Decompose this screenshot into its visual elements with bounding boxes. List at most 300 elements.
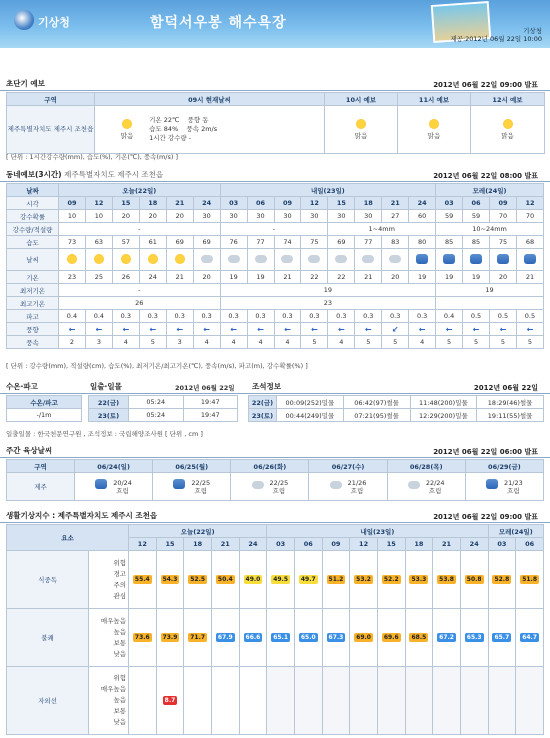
wind-speed-cell: 4	[274, 336, 301, 349]
weekly-day	[387, 473, 465, 501]
food-cell	[350, 551, 378, 609]
discomfort-cell	[211, 609, 239, 667]
col-header: 06/24(일)	[75, 460, 153, 473]
sun-title: 일출·일몰	[90, 382, 122, 391]
time-cell: 21	[211, 538, 239, 551]
precip-cell: -	[220, 223, 328, 236]
discomfort-cell	[322, 609, 350, 667]
level-label: 위험	[113, 558, 126, 567]
arrow-left-icon: ←	[445, 324, 453, 334]
life-subtitle: 제주특별자치도 제주시 조천읍	[57, 511, 158, 520]
uv-cell	[377, 667, 405, 735]
sun-cloud-icon	[121, 254, 131, 264]
wind-speed-cell: 4	[112, 336, 139, 349]
discomfort-value: 73.9	[162, 634, 178, 641]
sunrise: 05:24	[129, 396, 184, 409]
weather-cell	[301, 249, 328, 271]
weekly-text	[113, 479, 132, 495]
wave-cell: 0.3	[328, 310, 355, 323]
discomfort-value: 65.3	[466, 634, 482, 641]
humidity-cell: 75	[301, 236, 328, 249]
wind-speed-cell: 5	[436, 336, 463, 349]
rain-value: -	[188, 134, 192, 142]
col-header: 06/25(월)	[153, 460, 231, 473]
rain-label: 1시간 강수량	[149, 134, 187, 142]
food-value: 49.7	[300, 576, 316, 583]
wind-speed-cell: 5	[301, 336, 328, 349]
time-cell: 15	[328, 197, 355, 210]
time-cell: 09	[274, 197, 301, 210]
time-cell: 09	[322, 538, 350, 551]
level-label: 관심	[113, 591, 126, 600]
forecast-label: 맑음	[427, 132, 441, 140]
row-label: 날짜	[7, 184, 59, 197]
weather-cell	[274, 249, 301, 271]
time-cell: 12	[350, 538, 378, 551]
level-label: 보통	[113, 638, 126, 647]
row-label: 풍향	[7, 323, 59, 336]
wind-speed-cell: 5	[139, 336, 166, 349]
sunset: 19:47	[183, 409, 238, 422]
dong-title-text: 동네예보(3시간)	[6, 170, 62, 179]
uv-cell	[350, 667, 378, 735]
rain-icon	[497, 254, 509, 264]
temp-cell: 21	[274, 271, 301, 284]
temp-cell: 19	[436, 271, 463, 284]
wave-cell: 0.3	[220, 310, 247, 323]
temp-cell: 19	[247, 271, 274, 284]
forecast-cell	[398, 106, 471, 154]
issued-time: 제공:2012년 06월 22일 10:00	[450, 35, 542, 43]
wind-dir-cell	[247, 323, 274, 336]
level-label: 매우높음	[100, 685, 126, 693]
level-label: 높음	[113, 696, 126, 704]
forecast-label: 맑음	[501, 132, 514, 140]
discomfort-value: 67.3	[328, 634, 344, 641]
weather-cell	[112, 249, 139, 271]
cloud-icon	[281, 255, 293, 263]
wave-cell: 0.3	[409, 310, 436, 323]
wave-cell: 0.5	[490, 310, 517, 323]
discomfort-cell	[239, 609, 267, 667]
pop-cell: 59	[436, 210, 463, 223]
cloud-icon	[228, 255, 240, 263]
divider	[0, 393, 550, 394]
weekly-text	[426, 479, 445, 495]
temp-cell: 22	[328, 271, 355, 284]
weekly-text	[348, 479, 367, 495]
time-cell: 15	[156, 538, 184, 551]
wave-cell: 0.3	[193, 310, 220, 323]
time-cell: 12	[129, 538, 157, 551]
wave-cell: 0.3	[166, 310, 193, 323]
humidity-cell: 69	[193, 236, 220, 249]
humidity-cell: 85	[436, 236, 463, 249]
level-label: 위험	[113, 674, 126, 682]
uv-cell	[294, 667, 322, 735]
tide-title: 조석정보	[252, 382, 281, 391]
dong-stamp: 2012년 06월 22일 08:00 발표	[433, 172, 538, 180]
weather-cell	[490, 249, 517, 271]
humidity-value: 84%	[163, 125, 179, 133]
day-header: 내일(23일)	[220, 184, 436, 197]
arrow-left-icon: ←	[364, 324, 372, 334]
food-cell	[156, 551, 184, 609]
sun-icon	[429, 119, 439, 129]
wave-table	[6, 395, 82, 422]
time-cell: 21	[382, 197, 409, 210]
sun-cloud-icon	[94, 254, 104, 264]
weekly-day	[75, 473, 153, 501]
life-section-title: 생활기상지수 : 제주특별자치도 제주시 조천읍	[6, 511, 158, 520]
temp-value: 22℃	[163, 116, 180, 124]
discomfort-value: 73.6	[134, 634, 150, 641]
arrow-left-icon: ←	[311, 324, 318, 334]
weather-cell	[193, 249, 220, 271]
discomfort-value: 69.6	[383, 634, 399, 641]
wind-dir-cell	[463, 323, 490, 336]
food-value: 51.2	[328, 576, 344, 583]
cloud-icon	[255, 255, 267, 263]
food-value: 49.0	[245, 576, 261, 583]
current-weather-label: 맑음	[120, 132, 134, 140]
time-cell: 15	[112, 197, 139, 210]
day-header: 오늘(22일)	[59, 184, 221, 197]
arrow-left-icon: ←	[337, 324, 345, 334]
sun-cloud-icon	[148, 254, 158, 264]
row-label: 강수확률	[7, 210, 59, 223]
row-label: 풍속	[7, 336, 59, 349]
weekly-desc: 흐림	[507, 486, 520, 495]
wind-speed-label: 풍속	[186, 125, 199, 133]
time-cell: 24	[193, 197, 220, 210]
wind-speed-cell: 4	[247, 336, 274, 349]
cloud-icon	[335, 255, 347, 263]
time-cell: 09	[59, 197, 86, 210]
wind-speed-cell: 5	[463, 336, 490, 349]
weekly-day	[231, 473, 309, 501]
discomfort-levels	[89, 609, 129, 667]
life-title-text: 생활기상지수	[6, 511, 50, 520]
temp-cell: 22	[301, 271, 328, 284]
tide-day: 22(금)	[249, 396, 277, 409]
time-cell: 06	[247, 197, 274, 210]
precip-cell: 1~4mm	[328, 223, 436, 236]
humidity-cell: 63	[85, 236, 112, 249]
humidity-cell: 75	[490, 236, 517, 249]
time-cell: 03	[220, 197, 247, 210]
temp-cell: 19	[220, 271, 247, 284]
uv-cell	[488, 667, 516, 735]
pop-cell: 30	[355, 210, 382, 223]
weekly-table	[6, 459, 544, 501]
time-cell: 06	[294, 538, 322, 551]
humidity-cell: 69	[328, 236, 355, 249]
discomfort-cell	[350, 609, 378, 667]
weekly-temp: 22/25	[191, 478, 211, 487]
cloud-icon	[252, 481, 264, 489]
pop-cell: 59	[463, 210, 490, 223]
discomfort-value: 67.9	[217, 634, 233, 641]
wind-speed-cell: 5	[490, 336, 517, 349]
food-value: 54.3	[162, 576, 178, 583]
col-header: 06/28(목)	[387, 460, 465, 473]
food-cell	[211, 551, 239, 609]
arrow-left-icon: ←	[526, 324, 534, 334]
uv-cell	[129, 667, 157, 735]
now-section-title: 초단기 예보	[6, 79, 45, 88]
wind-dir-cell	[193, 323, 220, 336]
temp-cell: 25	[85, 271, 112, 284]
now-unit-note: [ 단위 : 1시간강수량(mm), 습도(%), 기온(℃), 풍속(m/s) ]	[6, 153, 179, 161]
wave-cell: 0.5	[516, 310, 543, 323]
tmax-cell: 26	[59, 297, 221, 310]
wave-cell: 0.5	[463, 310, 490, 323]
weather-cell	[355, 249, 382, 271]
food-value: 52.8	[494, 576, 510, 583]
weekly-desc: 흐림	[194, 486, 207, 495]
discomfort-value: 65.1	[273, 634, 289, 641]
discomfort-cell	[294, 609, 322, 667]
temp-cell: 23	[59, 271, 86, 284]
wave-cell: 0.4	[59, 310, 86, 323]
time-cell: 21	[166, 197, 193, 210]
weekly-temp: 22/25	[269, 478, 289, 487]
time-cell: 15	[377, 538, 405, 551]
precip-cell: -	[59, 223, 221, 236]
discomfort-value: 65.7	[494, 634, 510, 641]
weather-cell	[166, 249, 193, 271]
col-header: 06/29(금)	[465, 460, 543, 473]
time-cell: 24	[460, 538, 488, 551]
dong-section-title	[6, 169, 163, 180]
rain-icon	[416, 254, 428, 264]
dong-table	[6, 183, 544, 349]
wind-speed-cell: 4	[328, 336, 355, 349]
day-header: 모레(24일)	[436, 184, 544, 197]
col-header: 구역	[7, 460, 75, 473]
rain-icon	[470, 254, 482, 264]
col-header: 09시 현재날씨	[95, 93, 325, 106]
wind-speed-cell: 3	[166, 336, 193, 349]
col-header: 06/26(화)	[231, 460, 309, 473]
cloud-icon	[408, 481, 420, 489]
arrow-left-icon: ←	[203, 324, 210, 334]
discomfort-cell	[129, 609, 157, 667]
food-value: 53.3	[411, 576, 427, 583]
weekly-title: 주간 육상날씨	[6, 446, 53, 455]
tide-day: 23(토)	[249, 409, 277, 422]
uv-cell	[211, 667, 239, 735]
food-cell	[129, 551, 157, 609]
humidity-cell: 83	[382, 236, 409, 249]
pop-cell: 30	[274, 210, 301, 223]
wind-dir-cell	[166, 323, 193, 336]
wave-value: -/1m	[7, 409, 82, 422]
weather-cell	[220, 249, 247, 271]
sun-day: 23(토)	[89, 409, 129, 422]
humidity-cell: 85	[463, 236, 490, 249]
wind-dir-cell	[436, 323, 463, 336]
uv-cell	[433, 667, 461, 735]
level-label: 낮음	[113, 649, 126, 658]
cloud-icon	[330, 481, 342, 489]
cloud-icon	[389, 255, 401, 263]
wind-dir-cell	[516, 323, 543, 336]
food-value: 52.5	[190, 576, 206, 583]
rain-icon	[173, 479, 185, 489]
wind-dir-cell	[328, 323, 355, 336]
weekly-temp: 21/26	[347, 478, 367, 487]
humidity-cell: 57	[112, 236, 139, 249]
humidity-cell: 69	[166, 236, 193, 249]
temp-cell: 21	[166, 271, 193, 284]
food-cell	[322, 551, 350, 609]
uv-cell	[405, 667, 433, 735]
row-label: 날씨	[7, 249, 59, 271]
kma-logo-icon	[14, 10, 34, 30]
wind-dir-cell	[112, 323, 139, 336]
wind-speed-cell: 5	[382, 336, 409, 349]
temp-cell: 26	[112, 271, 139, 284]
wind-speed-cell: 5	[516, 336, 543, 349]
wind-dir-cell	[274, 323, 301, 336]
food-cell	[267, 551, 295, 609]
weather-cell	[463, 249, 490, 271]
arrow-left-icon: ↙	[391, 324, 399, 334]
banner	[0, 0, 550, 48]
weekly-day	[153, 473, 231, 501]
food-cell	[433, 551, 461, 609]
wind-dir-cell	[382, 323, 409, 336]
sun-icon	[122, 119, 132, 129]
humidity-cell: 61	[139, 236, 166, 249]
weekly-temp: 21/23	[504, 478, 523, 487]
food-cell	[488, 551, 516, 609]
uv-cell	[267, 667, 295, 735]
weekly-desc: 흐림	[350, 486, 364, 495]
tide-stamp: 2012년 06월 22일	[473, 384, 538, 392]
col-header: 06/27(수)	[309, 460, 387, 473]
temp-label: 기온	[149, 116, 162, 124]
row-label: 강수량/적설량	[7, 223, 59, 236]
pop-cell: 30	[220, 210, 247, 223]
discomfort-value: 67.2	[439, 634, 454, 641]
food-label: 식중독	[7, 551, 89, 609]
wave-cell: 0.3	[274, 310, 301, 323]
wind-speed-cell: 4	[220, 336, 247, 349]
logo-text: 기상청	[38, 16, 70, 29]
pop-cell: 30	[193, 210, 220, 223]
divider	[0, 522, 550, 523]
temp-cell: 20	[193, 271, 220, 284]
tmax-cell	[436, 297, 544, 310]
pop-cell: 30	[247, 210, 274, 223]
row-label: 습도	[7, 236, 59, 249]
current-weather	[95, 106, 325, 154]
now-table	[6, 92, 545, 154]
wind-speed-value: 2m/s	[201, 125, 218, 133]
wave-cell: 0.4	[85, 310, 112, 323]
time-cell: 12	[85, 197, 112, 210]
page-title: 함덕서우봉 해수욕장	[150, 15, 287, 31]
level-label: 매우높음	[100, 616, 126, 625]
now-stamp: 2012년 06월 22일 09:00 발표	[433, 81, 538, 89]
kma-logo[interactable]	[14, 10, 82, 32]
pop-cell: 70	[516, 210, 543, 223]
region-label: 제주	[7, 473, 75, 501]
humidity-cell: 74	[274, 236, 301, 249]
wind-speed-cell: 2	[59, 336, 86, 349]
dong-subtitle: 제주특별자치도 제주시 조천읍	[64, 170, 164, 179]
wave-title: 수온·파고	[6, 382, 38, 391]
food-cell	[516, 551, 544, 609]
sun-day: 22(금)	[89, 396, 129, 409]
col-header: 12시 예보	[471, 93, 545, 106]
brand-name: 기상청	[523, 27, 542, 35]
discomfort-value: 66.6	[245, 634, 261, 641]
time-cell: 03	[488, 538, 516, 551]
cloud-icon	[362, 255, 374, 263]
level-label: 높음	[113, 627, 126, 636]
weekly-day	[309, 473, 387, 501]
time-cell: 18	[139, 197, 166, 210]
uv-cell	[156, 667, 184, 735]
row-label: 기온	[7, 271, 59, 284]
wind-speed-cell: 4	[193, 336, 220, 349]
time-cell: 18	[184, 538, 212, 551]
food-value: 50.4	[217, 576, 233, 583]
temp-cell: 19	[463, 271, 490, 284]
col-header: 10시 예보	[325, 93, 398, 106]
weather-cell	[382, 249, 409, 271]
weekly-day	[465, 473, 543, 501]
humidity-cell: 77	[247, 236, 274, 249]
temp-cell: 21	[516, 271, 543, 284]
weekly-text	[504, 479, 523, 495]
arrow-left-icon: ←	[149, 324, 157, 334]
wave-cell: 0.3	[112, 310, 139, 323]
region-label: 제주특별자치도 제주시 조천읍	[7, 106, 95, 154]
divider	[0, 457, 550, 458]
col-header: 11시 예보	[398, 93, 471, 106]
arrow-left-icon: ←	[230, 324, 237, 334]
food-cell	[294, 551, 322, 609]
wind-dir-cell	[139, 323, 166, 336]
time-cell: 24	[409, 197, 436, 210]
time-cell: 06	[463, 197, 490, 210]
time-cell: 18	[355, 197, 382, 210]
discomfort-label: 불쾌	[7, 609, 89, 667]
brand-meta	[450, 27, 542, 43]
uv-label: 자외선	[7, 667, 89, 735]
wind-speed-cell: 3	[85, 336, 112, 349]
sun-table	[88, 395, 238, 422]
weekly-stamp: 2012년 06월 22일 06:00 발표	[433, 448, 538, 456]
uv-value: 8.7	[164, 697, 176, 704]
tide-time: 18:29(46)썰물	[477, 396, 544, 409]
temp-cell: 20	[382, 271, 409, 284]
sun-icon	[503, 119, 513, 129]
weather-cell	[247, 249, 274, 271]
divider	[0, 90, 550, 91]
level-label: 경고	[113, 569, 126, 578]
wave-cell: 0.4	[436, 310, 463, 323]
wave-header: 수온/파고	[7, 396, 82, 409]
wind-dir-label: 풍향	[187, 116, 201, 124]
food-value: 51.8	[522, 576, 537, 583]
food-cell	[460, 551, 488, 609]
